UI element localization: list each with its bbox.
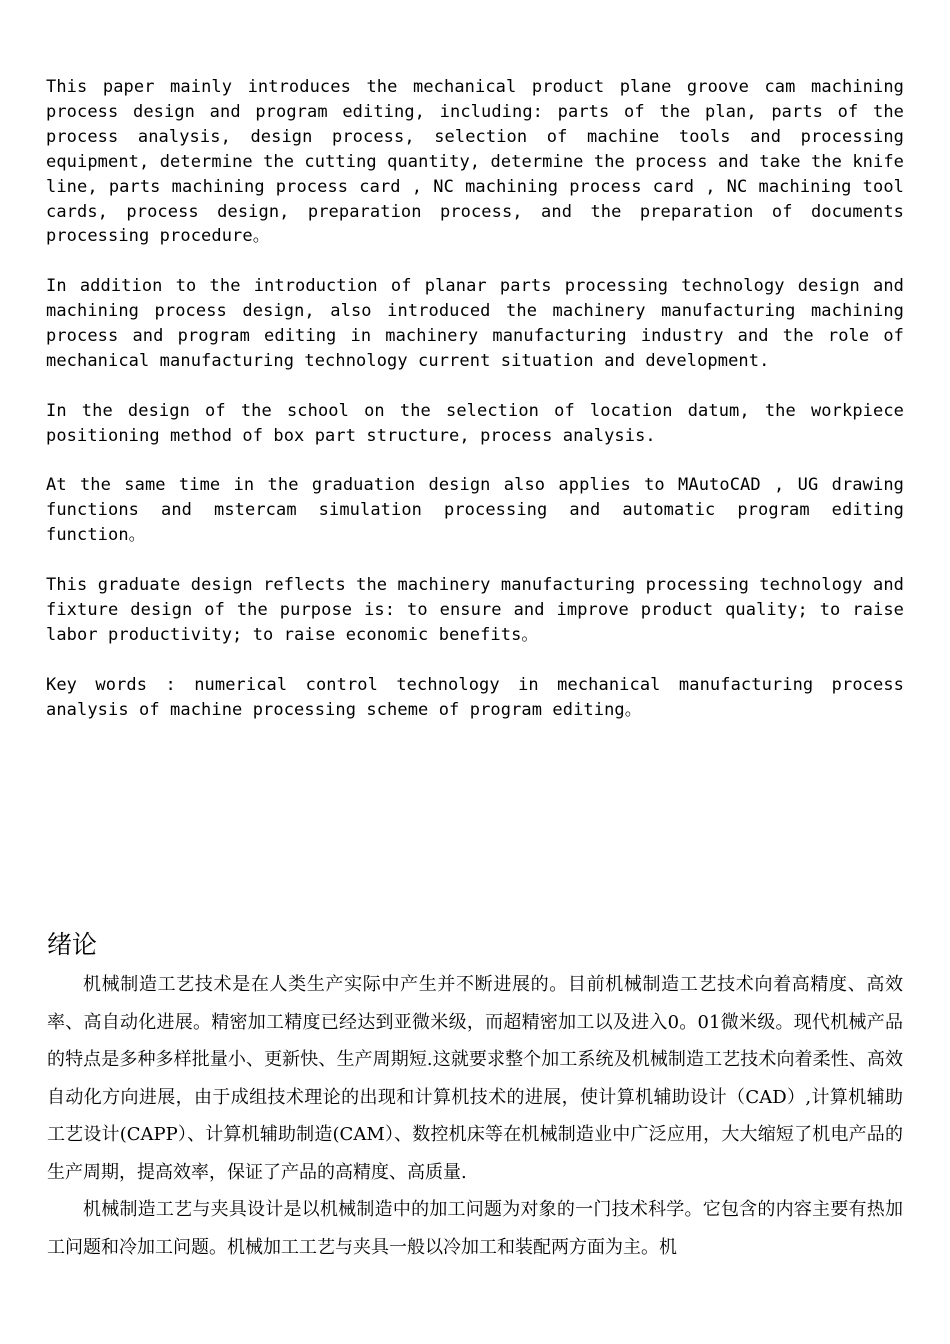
introduction-heading: 绪论 [47,930,98,959]
abstract-paragraph-3: In the design of the school on the selection of location datum, the workpiece positioning method of box part structure, process analysis. [46,400,904,446]
abstract-paragraph-5: This graduate design reflects the machinery manufacturing processing technology and fixture design of the purpose is: to ensure and improve product quality; to raise labor productivity; to raise economic benefits。 [46,575,904,645]
abstract-paragraph-1: This paper mainly introduces the mechanical product plane groove cam machining process design and program editing, including: parts of the plan, parts of the process analysis, design process, selection of machine tools and processing equipment, determine the cutting quantity, determine the process and take the knife line, parts machining process card , NC machining process card , NC machining tool cards, process design, preparation process, and the preparation of documents processing procedure。 [46,77,904,247]
abstract-keywords: Key words : numerical control technology in mechanical manufacturing process analysis of machine processing scheme of program editing。 [46,674,904,720]
introduction-paragraph-1: 机械制造工艺技术是在人类生产实际中产生并不断进展的。目前机械制造工艺技术向着高精度、高效率、高自动化进展。精密加工精度已经达到亚微米级，而超精密加工以及进入0。01微米级。现代机械产品的特点是多种多样批量小、更新快、生产周期短.这就要求整个加工系统及机械制造工艺技术向着柔性、高效自动化方向进展，由于成组技术理论的出现和计算机技术的进展，使计算机辅助设计（CAD）,计算机辅助工艺设计(CAPP）、计算机辅助制造(CAM）、数控机床等在机械制造业中广泛应用，大大缩短了机电产品的生产周期，提高效率，保证了产品的高精度、高质量. [47,974,903,1183]
introduction-body [47,966,903,1266]
abstract-paragraph-2: In addition to the introduction of planar parts processing technology design and machining process design, also introduced the machinery manufacturing machining process and program editing in machinery manufacturing industry and the role of mechanical manufacturing technology current situation and development. [46,276,904,371]
introduction-paragraph-2: 机械制造工艺与夹具设计是以机械制造中的加工问题为对象的一门技术科学。它包含的内容主要有热加工问题和冷加工问题。机械加工工艺与夹具一般以冷加工和装配两方面为主。机 [47,1199,903,1258]
abstract-paragraph-4: At the same time in the graduation design also applies to MAutoCAD , UG drawing functions and mstercam simulation processing and automatic program editing function。 [46,475,904,546]
english-abstract [46,75,904,747]
